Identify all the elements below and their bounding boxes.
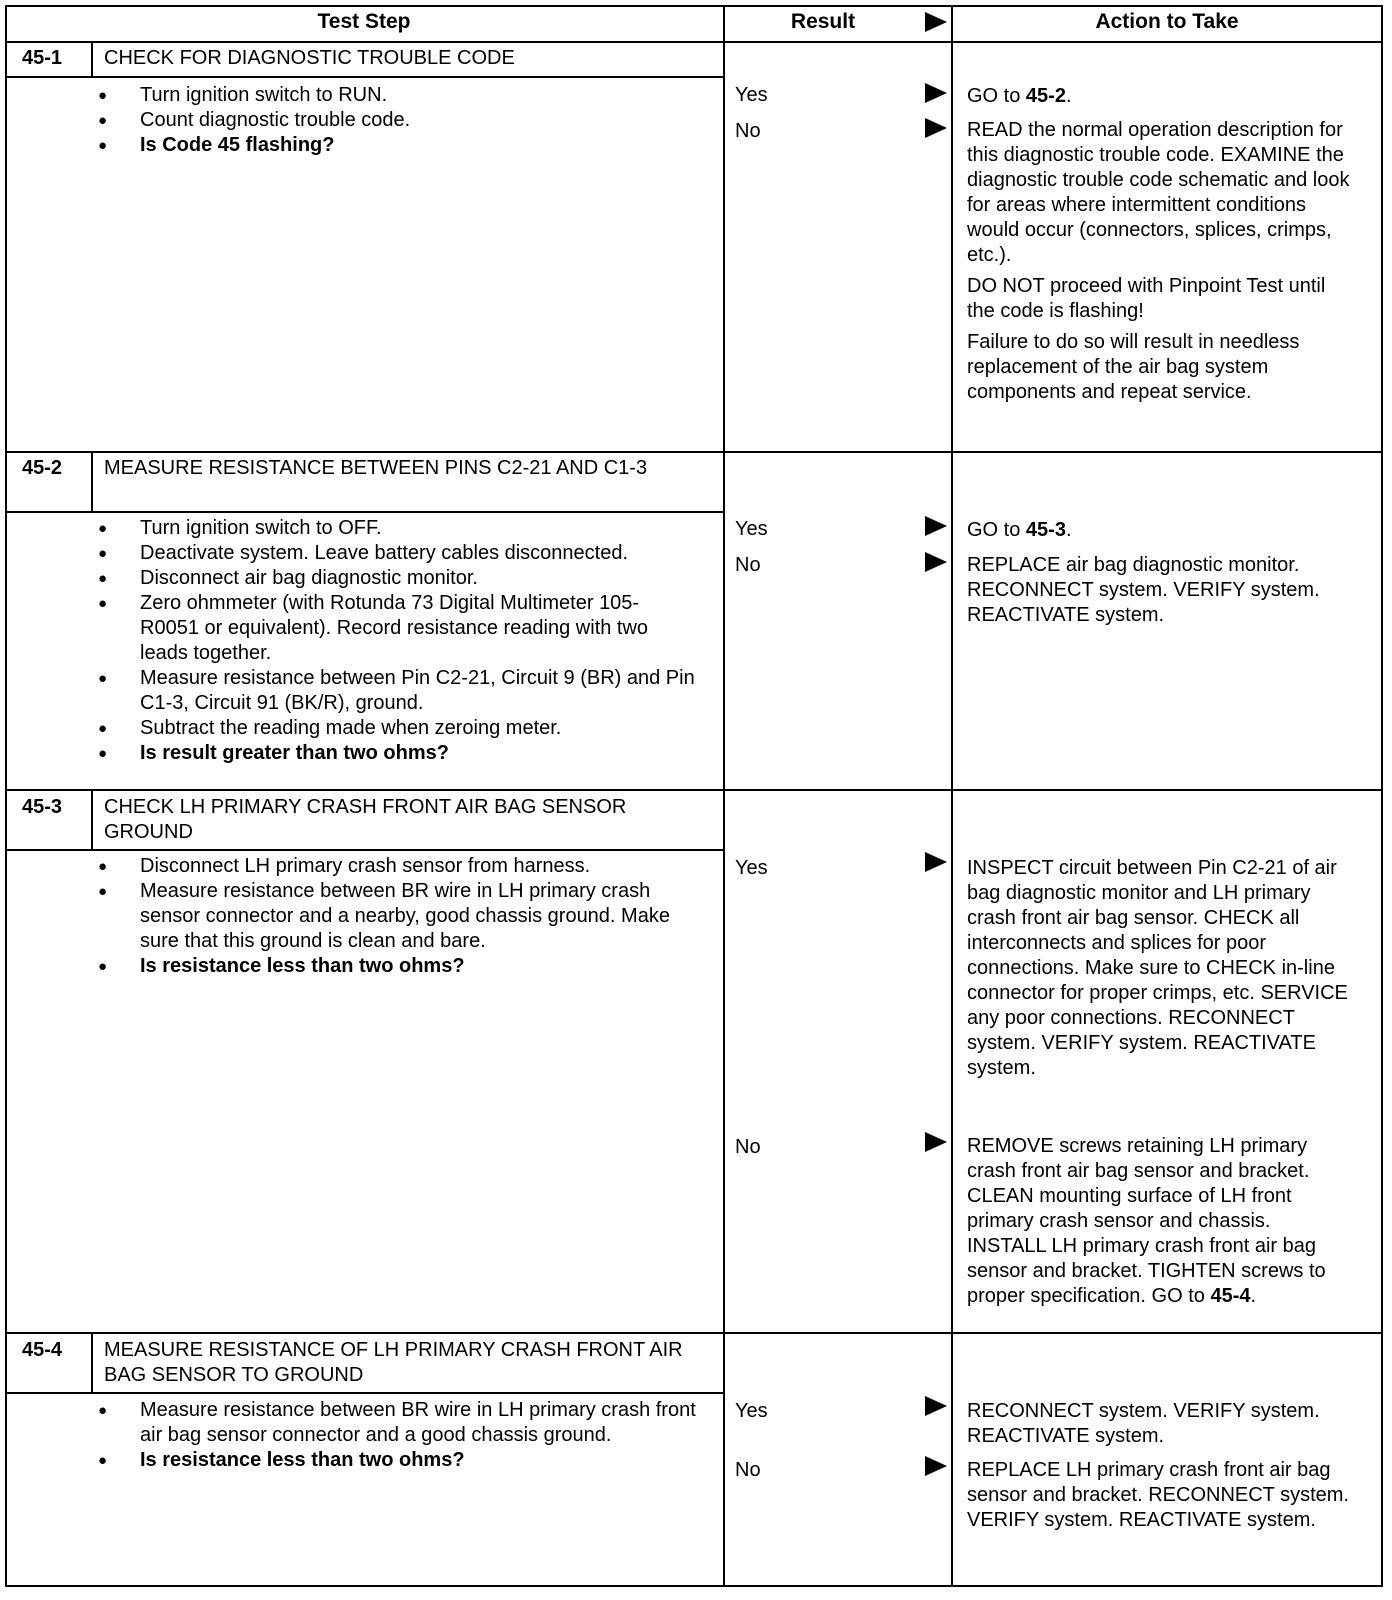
step-num-divider [91,1332,93,1393]
instruction-item: ● Zero ohmmeter (with Rotunda 73 Digital Multimeter 105-R0051 or equivalent). Record resistance reading with two leads together. [98,591,698,666]
step-number: 45-2 [22,457,63,479]
result-no: No [735,1136,761,1158]
header-test-step: Test Step [317,10,411,33]
result-yes: Yes [735,84,768,106]
result-no: No [735,1459,761,1481]
result-arrow-icon [925,1132,947,1152]
instruction-question: ● Is Code 45 flashing? [98,133,698,158]
col-divider-result [723,5,725,1587]
action-text: REPLACE air bag diagnostic monitor. RECONNECT system. VERIFY system. REACTIVATE system. [967,554,1320,626]
step-rule [5,1332,1383,1334]
action-text: REPLACE LH primary crash front air bag sensor and bracket. RECONNECT system. VERIFY system. REACTIVATE system. [967,1459,1349,1531]
header-result: Result [790,10,856,33]
result-no: No [735,554,761,576]
instruction-item: ● Disconnect LH primary crash sensor from harness. [98,854,698,879]
step-rule [5,451,1383,453]
step-title-rule [5,1392,723,1394]
result-arrow-icon [925,852,947,872]
result-yes: Yes [735,857,768,879]
result-yes: Yes [735,518,768,540]
step-instructions [98,516,698,766]
step-title: MEASURE RESISTANCE BETWEEN PINS C2-21 AND C1-3 [104,457,648,479]
instruction-item: ● Subtract the reading made when zeroing meter. [98,716,698,741]
action-text: REMOVE screws retaining LH primary crash front air bag sensor and bracket. CLEAN mounting surface of LH front primary crash sensor and chassis. INSTALL LH primary crash front air bag sensor and bracket. TIGHTEN screws to proper specification. GO to 45-4. [967,1135,1326,1307]
instruction-item: ● Measure resistance between BR wire in LH primary crash sensor connector and a nearby, good chassis ground. Make sure that this ground is clean and bare. [98,879,698,954]
instruction-question: ● Is resistance less than two ohms? [98,954,698,979]
step-title-rule [5,849,723,851]
result-arrow-icon [925,118,947,138]
result-no: No [735,120,761,142]
step-num-divider [91,41,93,77]
col-divider-action [951,5,953,1587]
result-arrow-icon [925,552,947,572]
header-arrow-icon [925,12,947,32]
instruction-item: ● Measure resistance between BR wire in LH primary crash front air bag sensor connector and a good chassis ground. [98,1398,698,1448]
instruction-item: ● Turn ignition switch to OFF. [98,516,698,541]
result-arrow-icon [925,1456,947,1476]
action-text: READ the normal operation description for this diagnostic trouble code. EXAMINE the diagnostic trouble code schematic and look for areas where intermittent conditions would occur (connectors, splices, crimps, etc.). DO NOT proceed with Pinpoint Test until the code is flashing! Failure to do so will result in needless replacement of the air bag system components and repeat service. [967,119,1350,403]
result-arrow-icon [925,516,947,536]
step-number: 45-4 [22,1339,63,1361]
action-text: INSPECT circuit between Pin C2-21 of air bag diagnostic monitor and LH primary crash front air bag sensor. CHECK all interconnects and splices for poor connections. Make sure to CHECK in-line connector for proper crimps, etc. SERVICE any poor connections. RECONNECT system. VERIFY system. REACTIVATE system. [967,857,1348,1079]
step-instructions [98,854,698,979]
step-title-rule [5,511,723,513]
result-arrow-icon [925,83,947,103]
result-arrow-icon [925,1396,947,1416]
instruction-item: ● Turn ignition switch to RUN. [98,83,698,108]
step-title: MEASURE RESISTANCE OF LH PRIMARY CRASH FRONT AIR BAG SENSOR TO GROUND [104,1339,683,1386]
instruction-question: ● Is resistance less than two ohms? [98,1448,698,1473]
step-rule [5,789,1383,791]
action-text: GO to 45-2. [967,85,1072,107]
instruction-item: ● Count diagnostic trouble code. [98,108,698,133]
instruction-item: ● Disconnect air bag diagnostic monitor. [98,566,698,591]
step-instructions [98,1398,698,1473]
step-number: 45-1 [22,47,63,69]
instruction-item: ● Measure resistance between Pin C2-21, Circuit 9 (BR) and Pin C1-3, Circuit 91 (BK/R), ground. [98,666,698,716]
step-instructions [98,83,698,158]
step-title: CHECK FOR DIAGNOSTIC TROUBLE CODE [104,47,515,69]
header-action: Action to Take [1095,10,1239,33]
action-text: RECONNECT system. VERIFY system. REACTIVATE system. [967,1400,1320,1447]
step-num-divider [91,451,93,512]
step-title: CHECK LH PRIMARY CRASH FRONT AIR BAG SENSOR GROUND [104,796,627,843]
step-number: 45-3 [22,796,63,818]
result-yes: Yes [735,1400,768,1422]
instruction-question: ● Is result greater than two ohms? [98,741,698,766]
instruction-item: ● Deactivate system. Leave battery cables disconnected. [98,541,698,566]
step-num-divider [91,789,93,850]
action-text: GO to 45-3. [967,519,1072,541]
step-title-rule [5,76,723,78]
header-rule [5,41,1383,43]
